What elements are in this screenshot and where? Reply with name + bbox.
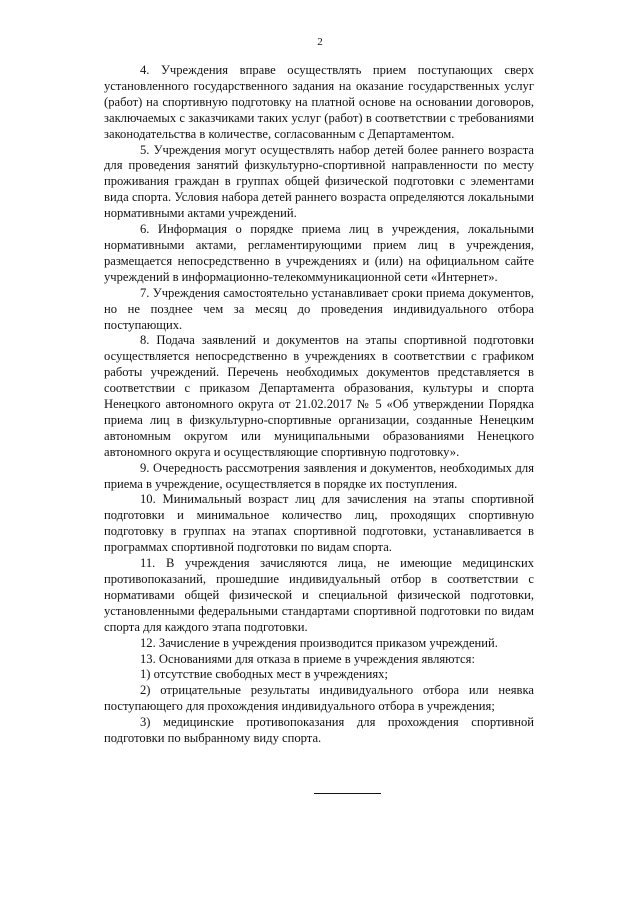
paragraph-8: 8. Подача заявлений и документов на этапы спортивной подготовки осуществляется непосредственно в учреждениях в соответствии с графиком работы учреждений. Перечень необходимых документов представляется в соответствии с приказом Департамента образования, культуры и спорта Ненецкого автономного округа от 21.02.2017 № 5 «Об утверждении Порядка приема лиц в физкультурно-спортивные организации, созданные Ненецким автономным округом или муниципальными образованиями Ненецкого автономного округа и осуществляющие спортивную подготовку». xyxy=(104,333,534,459)
list-item-1: 1) отсутствие свободных мест в учреждениях; xyxy=(140,667,388,682)
paragraph-12: 12. Зачисление в учреждения производится приказом учреждений. xyxy=(140,635,498,650)
end-rule xyxy=(314,793,381,794)
paragraph-13: 13. Основаниями для отказа в приеме в учреждения являются: xyxy=(140,651,475,666)
list-item-2: 2) отрицательные результаты индивидуального отбора или неявка поступающего для прохождения индивидуального отбора в учреждения; xyxy=(104,683,534,714)
list-item-3: 3) медицинские противопоказания для прохождения спортивной подготовки по выбранному виду спорта. xyxy=(104,715,534,746)
paragraph-6: 6. Информация о порядке приема лиц в учреждения, локальными нормативными актами, регламентирующими прием лиц в учреждения, размещается непосредственно в учреждениях и (или) на официальном сайте учреждений в информационно-телекоммуникационной сети «Интернет». xyxy=(104,222,534,284)
paragraph-5: 5. Учреждения могут осуществлять набор детей более раннего возраста для проведения занятий физкультурно-спортивной направленности по месту проживания граждан в группах общей физической подготовки с элементами вида спорта. Условия набора детей раннего возраста определяются локальными нормативными актами учреждений. xyxy=(104,142,534,221)
page-number: 2 xyxy=(317,36,323,48)
document-body xyxy=(104,63,534,747)
paragraph-4: 4. Учреждения вправе осуществлять прием поступающих сверх установленного государственного задания на оказание государственных услуг (работ) на спортивную подготовку на платной основе на основании договоров, заключаемых с заказчиками таких услуг (работ) в соответствии с требованиями законодательства в количестве, согласованным с Департаментом. xyxy=(104,63,534,141)
paragraph-11: 11. В учреждения зачисляются лица, не имеющие медицинских противопоказаний, прошедшие индивидуальный отбор в соответствии с нормативами общей физической и специальной физической подготовки, установленными федеральными стандартами спортивной подготовки по видам спорта для каждого этапа подготовки. xyxy=(104,556,534,634)
paragraph-7: 7. Учреждения самостоятельно устанавливает сроки приема документов, но не позднее чем за месяц до проведения индивидуального отбора поступающих. xyxy=(104,285,534,332)
paragraph-10: 10. Минимальный возраст лиц для зачисления на этапы спортивной подготовки и минимальное количество лиц, проходящих спортивную подготовку в группах на этапах спортивной подготовки, устанавливается в программах спортивной подготовки по видам спорта. xyxy=(104,492,534,555)
paragraph-9: 9. Очередность рассмотрения заявления и документов, необходимых для приема в учреждение, осуществляется в порядке их поступления. xyxy=(104,460,534,491)
